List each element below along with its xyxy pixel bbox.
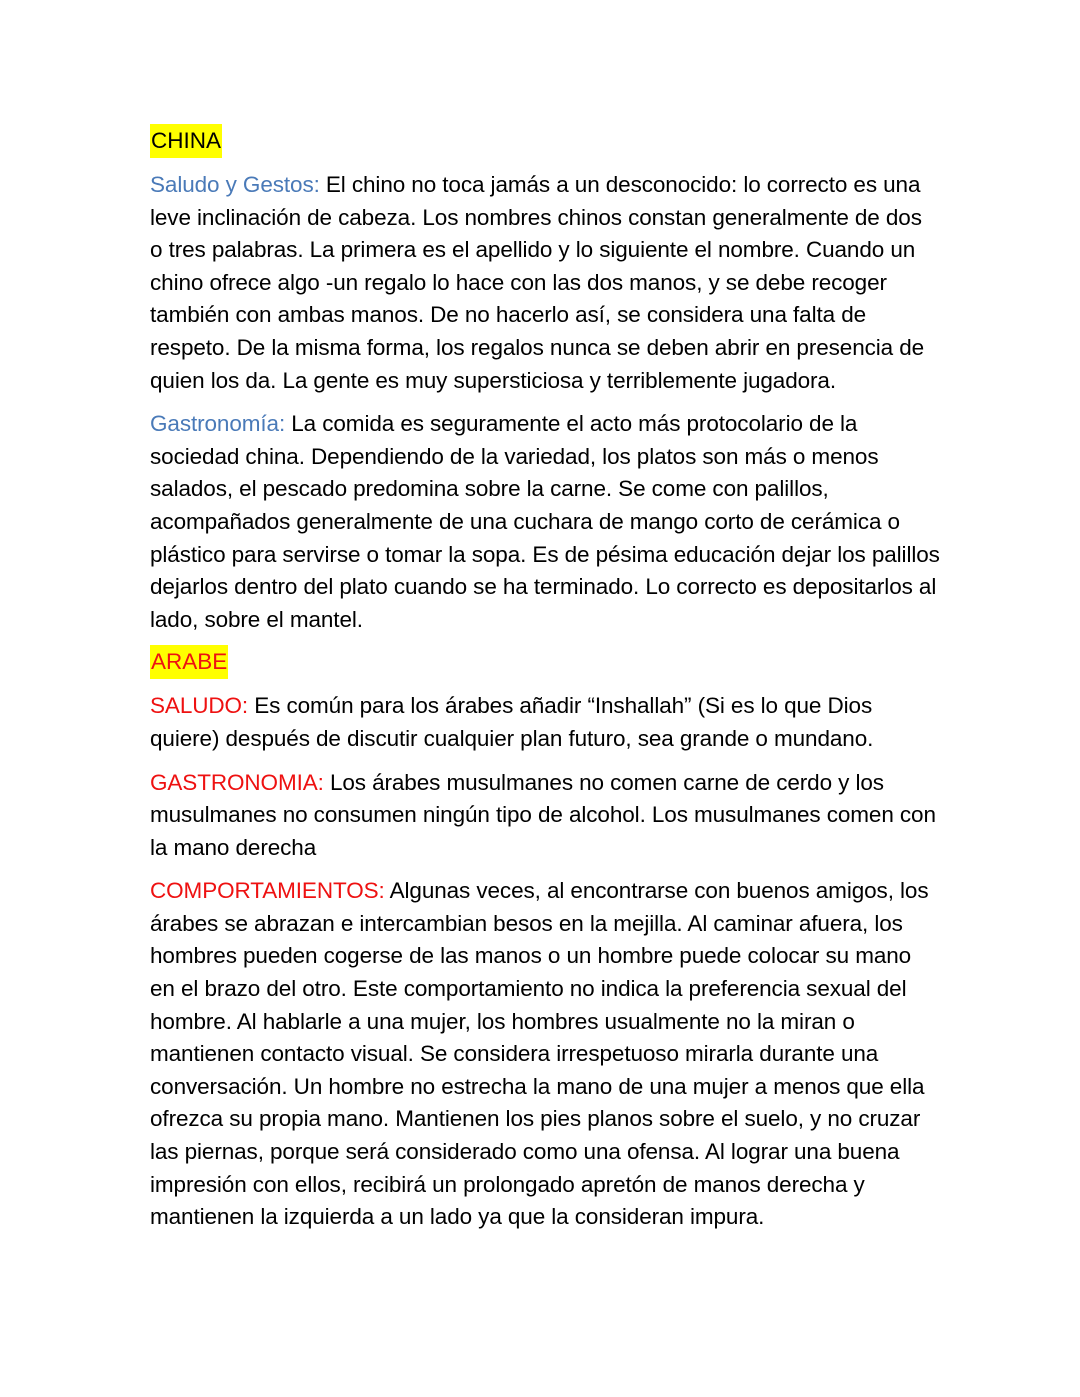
arabe-gastronomia-paragraph [150,767,940,865]
document-page [150,124,940,1234]
china-saludo-paragraph [150,169,940,397]
arabe-comportamientos-text: Algunas veces, al encontrarse con buenos amigos, los árabes se abrazan e intercambian besos en la mejilla. Al caminar afuera, los hombres pueden cogerse de las manos o un hombre puede colocar su mano en el brazo del otro. Este comportamiento no indica la preferencia sexual del hombre. Al hablarle a una mujer, los hombres usualmente no la miran o mantienen contacto visual. Se considera irrespetuoso mirarla durante una conversación. Un hombre no estrecha la mano de una mujer a menos que ella ofrezca su propia mano. Mantienen los pies planos sobre el suelo, y no cruzar las piernas, porque será considerado como una ofensa. Al lograr una buena impresión con ellos, recibirá un prolongado apretón de manos derecha y mantienen la izquierda a un lado ya que la consideran impura. [150,878,929,1230]
china-gastronomia-paragraph [150,408,940,636]
arabe-gastronomia-label: GASTRONOMIA: [150,769,324,795]
arabe-heading: ARABE [150,645,228,679]
arabe-saludo-paragraph [150,690,940,755]
china-gastronomia-label: Gastronomía: [150,411,286,437]
china-saludo-text: El chino no toca jamás a un desconocido: lo correcto es una leve inclinación de cabeza. Los nombres chinos constan generalmente de dos o tres palabras. La primera es el apellido y lo siguiente el nombre. Cuando un chino ofrece algo -un regalo lo hace con las dos manos, y se debe recoger también con ambas manos. De no hacerlo así, se considera una falta de respeto. De la misma forma, los regalos nunca se deben abrir en presencia de quien los da. La gente es muy supersticiosa y terriblemente jugadora. [150,172,925,393]
china-saludo-label: Saludo y Gestos: [150,172,320,197]
arabe-comportamientos-label: COMPORTAMIENTOS: [150,878,385,904]
arabe-section [150,645,940,1234]
arabe-saludo-label: SALUDO: [150,693,249,719]
china-gastronomia-text: La comida es seguramente el acto más protocolario de la sociedad china. Dependiendo de la variedad, los platos son más o menos salados, el pescado predomina sobre la carne. Se come con palillos, acompañados generalmente de una cuchara de mango corto de cerámica o plástico para servirse o tomar la sopa. Es de pésima educación dejar los palillos dejarlos dentro del plato cuando se ha terminado. Lo correcto es depositarlos al lado, sobre el mantel. [150,411,940,632]
china-section [150,124,940,636]
arabe-gastronomia-text: Los árabes musulmanes no comen carne de cerdo y los musulmanes no consumen ningún tipo de alcohol. Los musulmanes comen con la mano derecha [150,769,936,860]
china-heading: CHINA [150,124,222,158]
arabe-comportamientos-paragraph [150,875,940,1234]
arabe-saludo-text: Es común para los árabes añadir “Inshallah” (Si es lo que Dios quiere) después de discutir cualquier plan futuro, sea grande o mundano. [150,693,874,751]
